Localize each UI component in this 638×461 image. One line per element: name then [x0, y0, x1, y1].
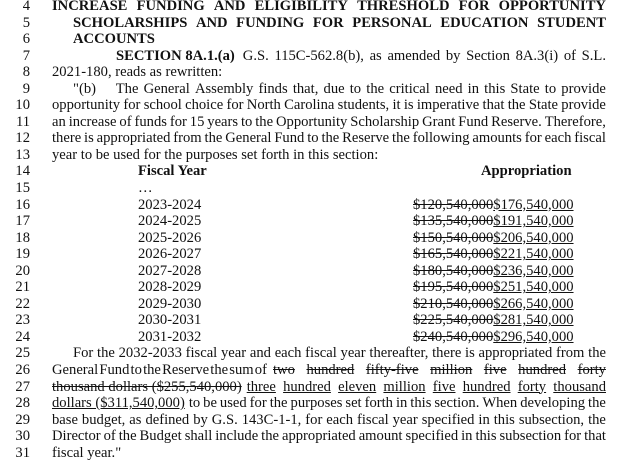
inserted-amount: $176,540,000	[493, 196, 574, 213]
doc-line	[0, 362, 638, 379]
line-number: 20	[15, 262, 30, 279]
line-number: 10	[15, 97, 30, 114]
deleted-amount: $225,540,000	[413, 312, 494, 329]
deleted-amount: $210,540,000	[413, 295, 494, 312]
inserted-amount: $191,540,000	[493, 213, 574, 230]
table-row	[0, 312, 638, 329]
deleted-amount: $195,540,000	[413, 279, 494, 296]
final-paragraph-line-3	[52, 379, 606, 396]
table-row	[0, 230, 638, 247]
paragraph-b-line-2: opportunity for school choice for North Carolina students, it is imperative that the State provide	[52, 97, 606, 114]
line-number: 15	[15, 180, 30, 197]
inserted-amount: $221,540,000	[493, 246, 574, 263]
inserted-amount: $206,540,000	[493, 229, 574, 246]
deleted-text: thousand dollars ($255,540,000)	[52, 378, 242, 395]
line-number: 25	[15, 345, 30, 362]
fiscal-year: 2030-2031	[138, 312, 202, 329]
line-number: 18	[15, 229, 30, 246]
doc-line	[0, 412, 638, 429]
doc-line	[0, 97, 638, 114]
line-number: 17	[15, 213, 30, 230]
inserted-amount: $266,540,000	[493, 295, 574, 312]
paragraph-b-line-3: an increase of funds for 15 years to the Opportunity Scholarship Grant Fund Reserve. Therefore,	[52, 113, 606, 130]
fiscal-year: 2029-2030	[138, 295, 202, 312]
line-number: 23	[15, 312, 30, 329]
line-number: 7	[22, 47, 30, 64]
deleted-text: two hundred fifty-five million five hundred forty	[273, 362, 606, 379]
line-number: 5	[22, 14, 30, 31]
final-paragraph-line-1: For the 2032-2033 fiscal year and each fiscal year thereafter, there is appropriated from the	[73, 345, 606, 362]
section-heading-line-3: ACCOUNTS	[73, 31, 155, 48]
line-number: 12	[15, 130, 30, 147]
inserted-amount: $236,540,000	[493, 262, 574, 279]
plain-text: General Fund to the Reserve the sum of	[52, 362, 267, 379]
final-paragraph-line-4	[52, 395, 606, 412]
line-number: 9	[22, 80, 30, 97]
deleted-amount: $240,540,000	[413, 328, 494, 345]
doc-line	[0, 81, 638, 98]
deleted-amount: $165,540,000	[413, 246, 494, 263]
final-paragraph-line-2	[52, 362, 606, 379]
doc-line	[0, 163, 638, 180]
section-text: G.S. 115C-562.8(b), as amended by Section 8A.3(i) of S.L.	[242, 47, 606, 64]
inserted-amount: $281,540,000	[493, 312, 574, 329]
line-number: 28	[15, 395, 30, 412]
line-number: 26	[15, 362, 30, 379]
line-number: 11	[15, 113, 30, 130]
line-number: 31	[15, 444, 30, 461]
table-row	[0, 329, 638, 346]
deleted-amount: $120,540,000	[413, 196, 494, 213]
line-number: 29	[15, 411, 30, 428]
doc-line	[0, 114, 638, 131]
line-number: 16	[15, 196, 30, 213]
doc-line	[0, 130, 638, 147]
paragraph-b-line-5: year to be used for the purposes set forth in this section:	[52, 146, 379, 163]
fiscal-year: 2025-2026	[138, 229, 202, 246]
fiscal-year: 2027-2028	[138, 262, 202, 279]
fiscal-year: 2026-2027	[138, 246, 202, 263]
table-row	[0, 246, 638, 263]
final-paragraph-line-6: Director of the Budget shall include the appropriated amount specified in this subsection for that	[52, 428, 606, 445]
fiscal-year: 2024-2025	[138, 213, 202, 230]
fiscal-year: 2023-2024	[138, 196, 202, 213]
deleted-amount: $180,540,000	[413, 262, 494, 279]
table-row	[0, 296, 638, 313]
line-number: 30	[15, 428, 30, 445]
doc-line	[0, 395, 638, 412]
inserted-amount: $296,540,000	[493, 328, 574, 345]
line-number: 22	[15, 295, 30, 312]
doc-line	[0, 345, 638, 362]
section-intro-line-2: 2021-180, reads as rewritten:	[52, 64, 223, 81]
table-ellipsis: …	[138, 180, 153, 197]
doc-line	[0, 64, 638, 81]
deleted-amount: $135,540,000	[413, 213, 494, 230]
column-header-fiscal-year: Fiscal Year	[138, 163, 207, 180]
line-number: 4	[22, 0, 30, 14]
paragraph-b-line-1: "(b) The General Assembly finds that, due to the critical need in this State to provide	[73, 80, 606, 97]
doc-line	[0, 0, 638, 15]
final-paragraph-line-7: fiscal year."	[52, 444, 122, 461]
line-number: 24	[15, 328, 30, 345]
fiscal-year: 2028-2029	[138, 279, 202, 296]
section-intro	[116, 48, 606, 65]
line-number: 19	[15, 246, 30, 263]
doc-line	[0, 31, 638, 48]
doc-line	[0, 445, 638, 461]
line-number: 8	[22, 64, 30, 81]
paragraph-b-line-4: there is appropriated from the General Fund to the Reserve the following amounts for each fiscal	[52, 130, 606, 147]
table-row	[0, 263, 638, 280]
doc-line	[0, 180, 638, 197]
doc-line	[0, 147, 638, 164]
doc-line	[0, 379, 638, 396]
column-header-appropriation: Appropriation	[481, 163, 572, 180]
inserted-text: three hundred eleven million five hundred forty thousand	[246, 378, 606, 395]
line-number: 21	[15, 279, 30, 296]
line-number: 6	[22, 31, 30, 48]
plain-text: to be used for the purposes set forth in this section. When developing the	[188, 395, 606, 412]
final-paragraph-line-5: base budget, as defined by G.S. 143C-1-1, for each fiscal year specified in this subsection, the	[52, 411, 606, 428]
inserted-amount: $251,540,000	[493, 279, 574, 296]
line-number: 27	[15, 378, 30, 395]
doc-line	[0, 48, 638, 65]
section-heading-line-1: INCREASE FUNDING AND ELIGIBILITY THRESHOLD FOR OPPORTUNITY	[52, 0, 606, 14]
inserted-text: dollars ($311,540,000)	[52, 395, 185, 412]
table-ellipsis-row	[52, 180, 606, 197]
section-heading-line-2: SCHOLARSHIPS AND FUNDING FOR PERSONAL EDUCATION STUDENT	[73, 14, 606, 31]
table-row	[0, 197, 638, 214]
line-number: 13	[15, 146, 30, 163]
doc-line	[0, 15, 638, 32]
table-header-row	[52, 163, 606, 180]
section-label: SECTION 8A.1.(a)	[116, 47, 235, 64]
line-number: 14	[15, 163, 30, 180]
table-row	[0, 279, 638, 296]
fiscal-year: 2031-2032	[138, 328, 202, 345]
table-row	[0, 213, 638, 230]
doc-line	[0, 428, 638, 445]
deleted-amount: $150,540,000	[413, 229, 494, 246]
